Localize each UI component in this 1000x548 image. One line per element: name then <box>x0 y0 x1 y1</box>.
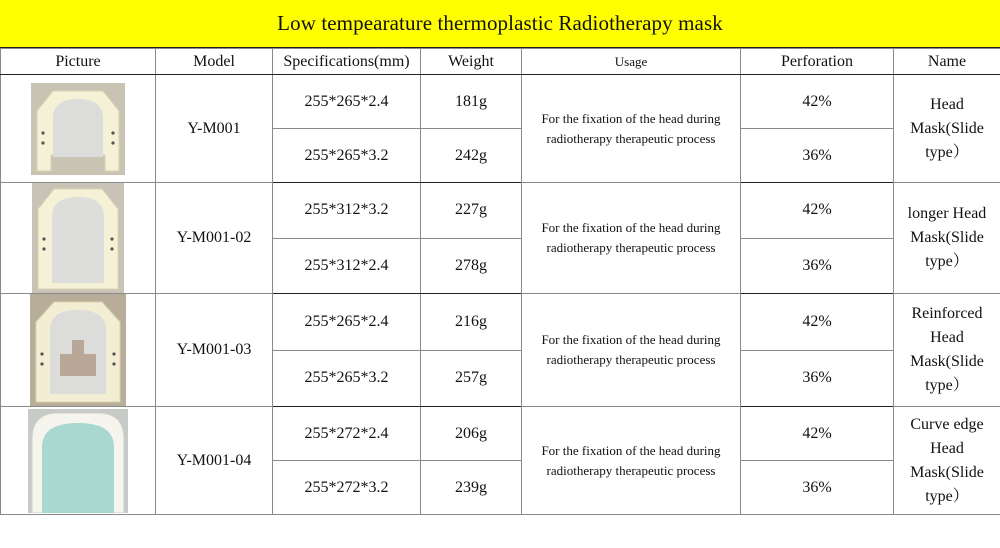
header-specifications: Specifications(mm) <box>273 49 421 75</box>
table-row <box>1 183 1000 239</box>
perforation-cell: 42% <box>741 407 894 461</box>
perforation-cell: 42% <box>741 75 894 129</box>
spec-cell: 255*312*2.4 <box>273 238 421 294</box>
header-perforation: Perforation <box>741 49 894 75</box>
mask-image-curve-edge <box>1 407 156 515</box>
weight-cell: 257g <box>421 350 522 407</box>
mask-photo <box>31 83 125 175</box>
mask-photo <box>30 294 126 406</box>
model-cell: Y-M001-03 <box>156 294 273 407</box>
perforation-cell: 36% <box>741 238 894 294</box>
name-cell: Head Mask(Slide type） <box>894 75 1000 183</box>
spec-cell: 255*272*2.4 <box>273 407 421 461</box>
model-cell: Y-M001 <box>156 75 273 183</box>
product-table <box>0 48 1000 515</box>
header-name: Name <box>894 49 1000 75</box>
weight-cell: 216g <box>421 294 522 351</box>
weight-cell: 242g <box>421 129 522 183</box>
sheet-title: Low tempearature thermoplastic Radiotherapy mask <box>0 0 1000 48</box>
spec-cell: 255*265*2.4 <box>273 294 421 351</box>
usage-cell: For the fixation of the head during radiotherapy therapeutic process <box>522 294 741 407</box>
name-cell: Reinforced Head Mask(Slide type） <box>894 294 1000 407</box>
perforation-cell: 36% <box>741 461 894 515</box>
weight-cell: 278g <box>421 238 522 294</box>
spec-cell: 255*265*2.4 <box>273 75 421 129</box>
model-cell: Y-M001-04 <box>156 407 273 515</box>
usage-cell: For the fixation of the head during radiotherapy therapeutic process <box>522 407 741 515</box>
mask-image-longer-head <box>1 183 156 294</box>
spec-cell: 255*265*3.2 <box>273 350 421 407</box>
spec-cell: 255*265*3.2 <box>273 129 421 183</box>
mask-photo <box>32 183 124 293</box>
header-weight: Weight <box>421 49 522 75</box>
perforation-cell: 42% <box>741 294 894 351</box>
usage-cell: For the fixation of the head during radiotherapy therapeutic process <box>522 75 741 183</box>
perforation-cell: 36% <box>741 350 894 407</box>
usage-cell: For the fixation of the head during radiotherapy therapeutic process <box>522 183 741 294</box>
mask-photo <box>28 409 128 513</box>
spec-cell: 255*272*3.2 <box>273 461 421 515</box>
weight-cell: 181g <box>421 75 522 129</box>
table-row <box>1 294 1000 351</box>
perforation-cell: 42% <box>741 183 894 239</box>
header-model: Model <box>156 49 273 75</box>
header-usage: Usage <box>522 49 741 75</box>
header-row <box>1 49 1000 75</box>
weight-cell: 206g <box>421 407 522 461</box>
table-row <box>1 407 1000 461</box>
weight-cell: 227g <box>421 183 522 239</box>
mask-image-reinforced <box>1 294 156 407</box>
spec-cell: 255*312*3.2 <box>273 183 421 239</box>
mask-image-head <box>1 75 156 183</box>
table-row <box>1 75 1000 129</box>
name-cell: Curve edge Head Mask(Slide type） <box>894 407 1000 515</box>
name-cell: longer Head Mask(Slide type） <box>894 183 1000 294</box>
weight-cell: 239g <box>421 461 522 515</box>
perforation-cell: 36% <box>741 129 894 183</box>
header-picture: Picture <box>1 49 156 75</box>
model-cell: Y-M001-02 <box>156 183 273 294</box>
